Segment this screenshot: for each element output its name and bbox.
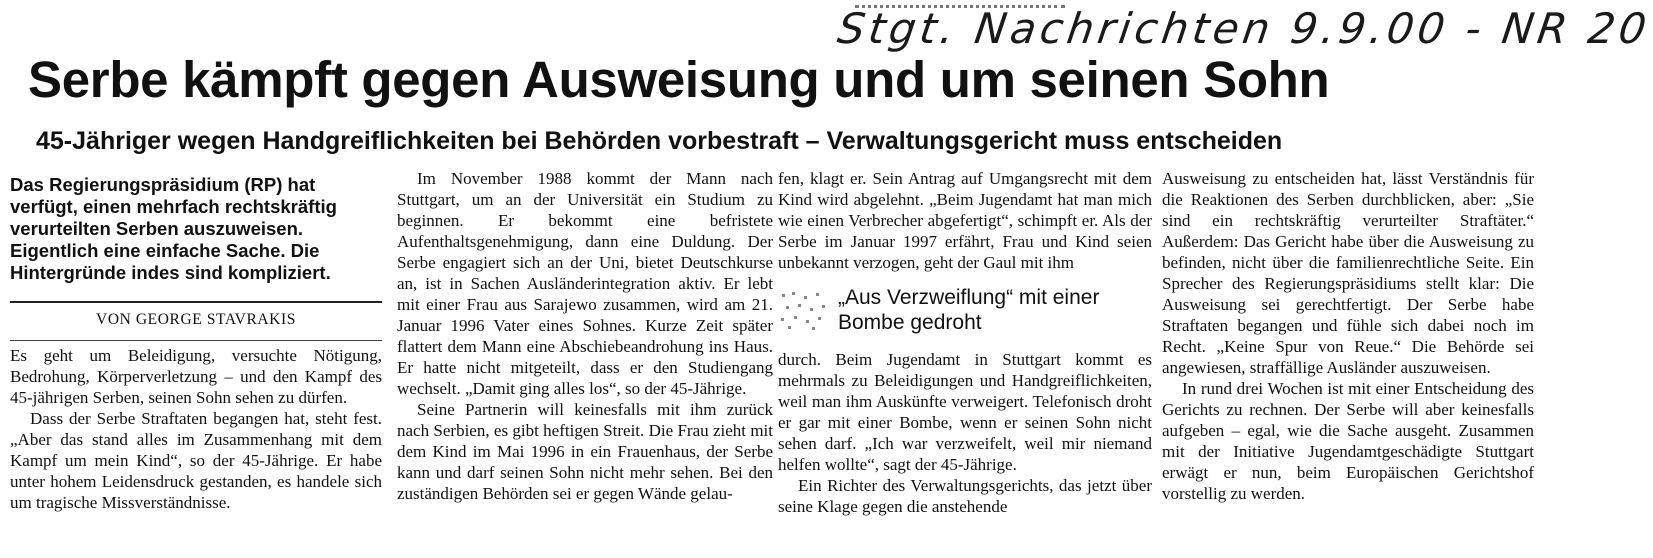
body-paragraph: Dass der Serbe Straftaten begangen hat, steht fest. „Aber das stand alles im Zusammenhang mit dem Kampf um mein Kind“, so der 45-Jährige. Er habe unter hohem Leidensdruck gestanden, es handele sich um tragische Missverständnisse. (10, 409, 382, 512)
intertitle-block (778, 285, 1152, 335)
divider (10, 301, 382, 303)
body-paragraph: Seine Partnerin will keinesfalls mit ihm zurück nach Serbien, es gibt heftigen Streit. Die Frau zieht mit dem Kind im Mai 1996 in ein Frauenhaus, der Serbe kann und darf seinen Sohn nicht mehr sehen. Bei den zuständigen Behörden sei er gegen Wände gelau- (397, 400, 773, 503)
headline: Serbe kämpft gegen Ausweisung und um seinen Sohn (28, 51, 1330, 108)
body-paragraph: Ein Richter des Verwaltungsgerichts, das jetzt über seine Klage gegen die anstehende (778, 476, 1152, 516)
column-2 (397, 168, 773, 504)
subheadline: 45-Jähriger wegen Handgreiflichkeiten bei Behörden vorbestraft – Verwaltungsgericht muss entscheiden (36, 127, 1283, 155)
column-4 (1162, 168, 1534, 504)
body-paragraph: fen, klagt er. Sein Antrag auf Umgangsrecht mit dem Kind wird abgelehnt. „Beim Jugendamt hat man mich wie einen Verbrecher abgefertigt“, schimpft er. Als der Serbe im Januar 1997 erfährt, Frau und Kind seien unbekannt verzogen, geht der Gaul mit ihm (778, 169, 1152, 272)
column-3 (778, 168, 1152, 517)
body-paragraph: Ausweisung zu entscheiden hat, lässt Verständnis für die Reaktionen des Serben durchblicken, aber: „Sie sind ein rechtskräftig verurteilter Straftäter.“ Außerdem: Das Gericht habe über die Ausweisung zu befinden, nicht über die familienrechtliche Seite. Ein Sprecher des Regierungspräsidiums stellt klar: Die Ausweisung sei gerechtfertigt. Der Serbe habe Straftaten begangen und fühle sich dabei noch im Recht. „Keine Spur von Reue.“ Die Behörde sei angewiesen, straffällige Ausländer auszuweisen. (1162, 169, 1534, 377)
body-paragraph: Es geht um Beleidigung, versuchte Nötigung, Bedrohung, Körperverletzung – und den Kampf des 45-jährigen Serben, seinen Sohn sehen zu dürfen. (10, 346, 382, 407)
column-1 (10, 168, 382, 513)
body-paragraph: In rund drei Wochen ist mit einer Entscheidung des Gerichts zu rechnen. Der Serbe will aber keinesfalls aufgeben – egal, wie die Sache ausgeht. Zusammen mit der Initiative Jugendamtgeschädigte Stuttgart erwägt er nun, beim Europäischen Gerichtshof vorstellig zu werden. (1162, 379, 1534, 503)
intertitle: „Aus Verzweiflung“ mit einer Bombe gedroht (838, 286, 1100, 334)
dotted-marker-icon (778, 288, 828, 332)
byline: VON GEORGE STAVRAKIS (96, 311, 296, 328)
handwritten-source-note: Stgt. Nachrichten 9.9.00 - NR 20 (834, 4, 1653, 53)
divider (10, 340, 382, 341)
body-paragraph: Im November 1988 kommt der Mann nach Stuttgart, um an der Universität ein Studium zu beginnen. Er bekommt eine befristete Aufenthaltsgenehmigung, dann eine Duldung. Der Serbe engagiert sich an der Uni, bietet Deutschkurse an, ist in Sachen Ausländerintegration aktiv. Er lebt mit einer Frau aus Sarajewo zusammen, wird am 21. Januar 1996 Vater eines Sohnes. Kurze Zeit später flattert dem Mann eine Abschiebeandrohung ins Haus. Er hatte nicht mitgeteilt, dass er den Studiengang wechselt. „Damit ging alles los“, so der 45-Jährige. (397, 169, 773, 398)
lead-paragraph: Das Regierungspräsidium (RP) hat verfügt, einen mehrfach rechtskräftig verurteilten Serben auszuweisen. Eigentlich eine einfache Sache. Die Hintergründe indes sind kompliziert. (10, 174, 337, 283)
body-paragraph: durch. Beim Jugendamt in Stuttgart kommt es mehrmals zu Beleidigungen und Handgreiflichkeiten, weil man ihm Auskünfte verweigert. Telefonisch droht er gar mit einer Bombe, wenn er seinen Sohn nicht sehen darf. „Ich war verzweifelt, weil mir niemand helfen wollte“, sagt der 45-Jährige. (778, 350, 1152, 474)
